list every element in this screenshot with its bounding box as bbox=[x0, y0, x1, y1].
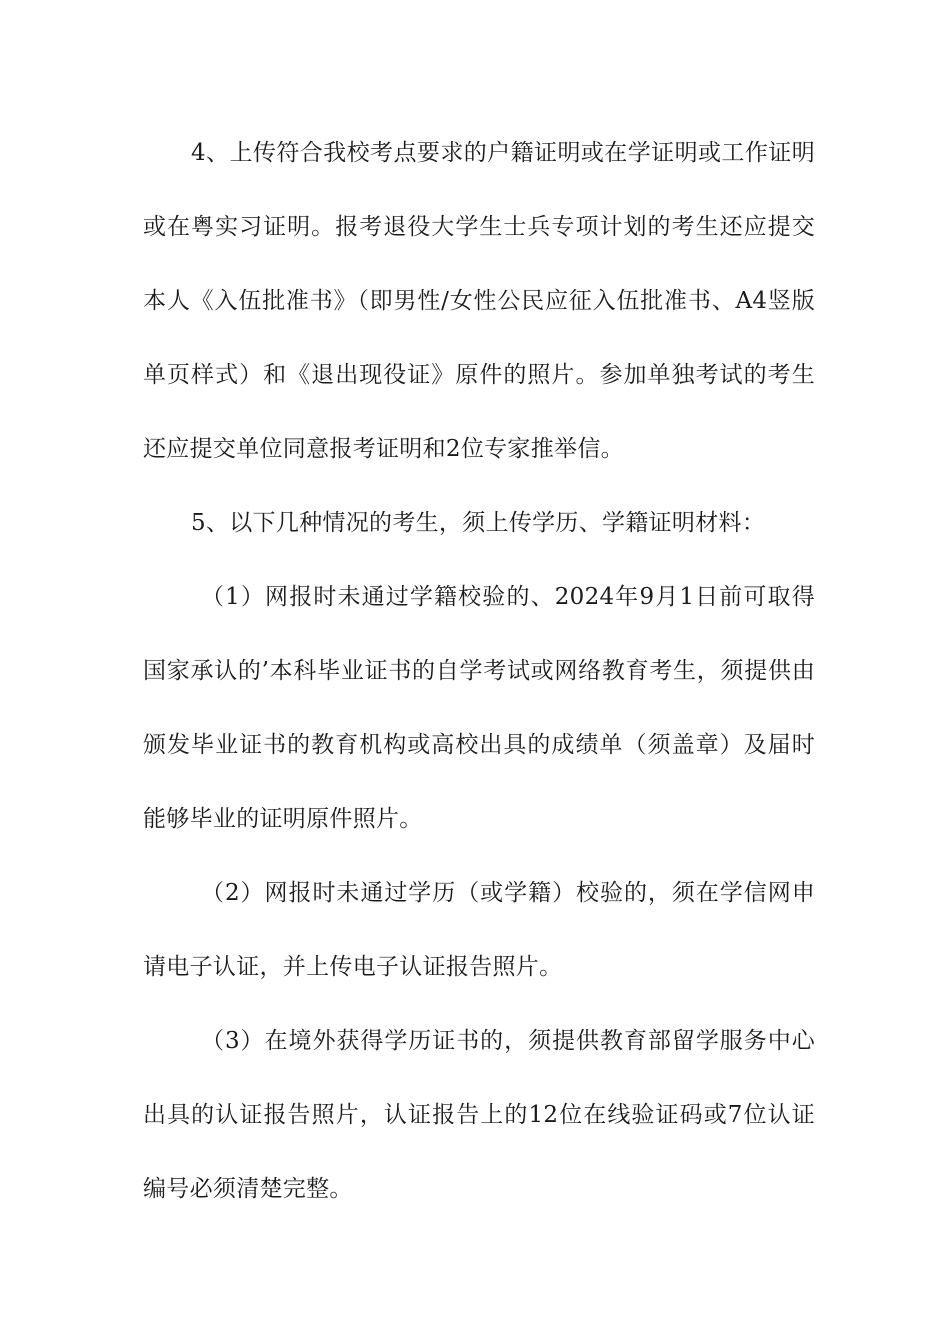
paragraph-subitem-3: （3）在境外获得学历证书的，须提供教育部留学服务中心出具的认证报告照片，认证报告上的12位在线验证码或7位认证编号必须清楚完整。 bbox=[143, 1028, 815, 1202]
paragraph-item-5: 5、以下几种情况的考生，须上传学历、学籍证明材料： bbox=[191, 510, 766, 536]
paragraph-subitem-1: （1）网报时未通过学籍校验的、2024年9月1日前可取得国家承认的’本科毕业证书的自学考试或网络教育考生，须提供由颁发毕业证书的教育机构或高校出具的成绩单（须盖章）及届时能够毕业的证明原件照片。 bbox=[143, 584, 815, 832]
paragraph-item-4: 4、上传符合我校考点要求的户籍证明或在学证明或工作证明或在粤实习证明。报考退役大学生士兵专项计划的考生还应提交本人《入伍批准书》（即男性/女性公民应征入伍批准书、A4竖版单页样式）和《退出现役证》原件的照片。参加单独考试的考生还应提交单位同意报考证明和2位专家推举信。 bbox=[143, 140, 815, 462]
paragraph-subitem-2: （2）网报时未通过学历（或学籍）校验的，须在学信网申请电子认证，并上传电子认证报告照片。 bbox=[143, 880, 815, 980]
